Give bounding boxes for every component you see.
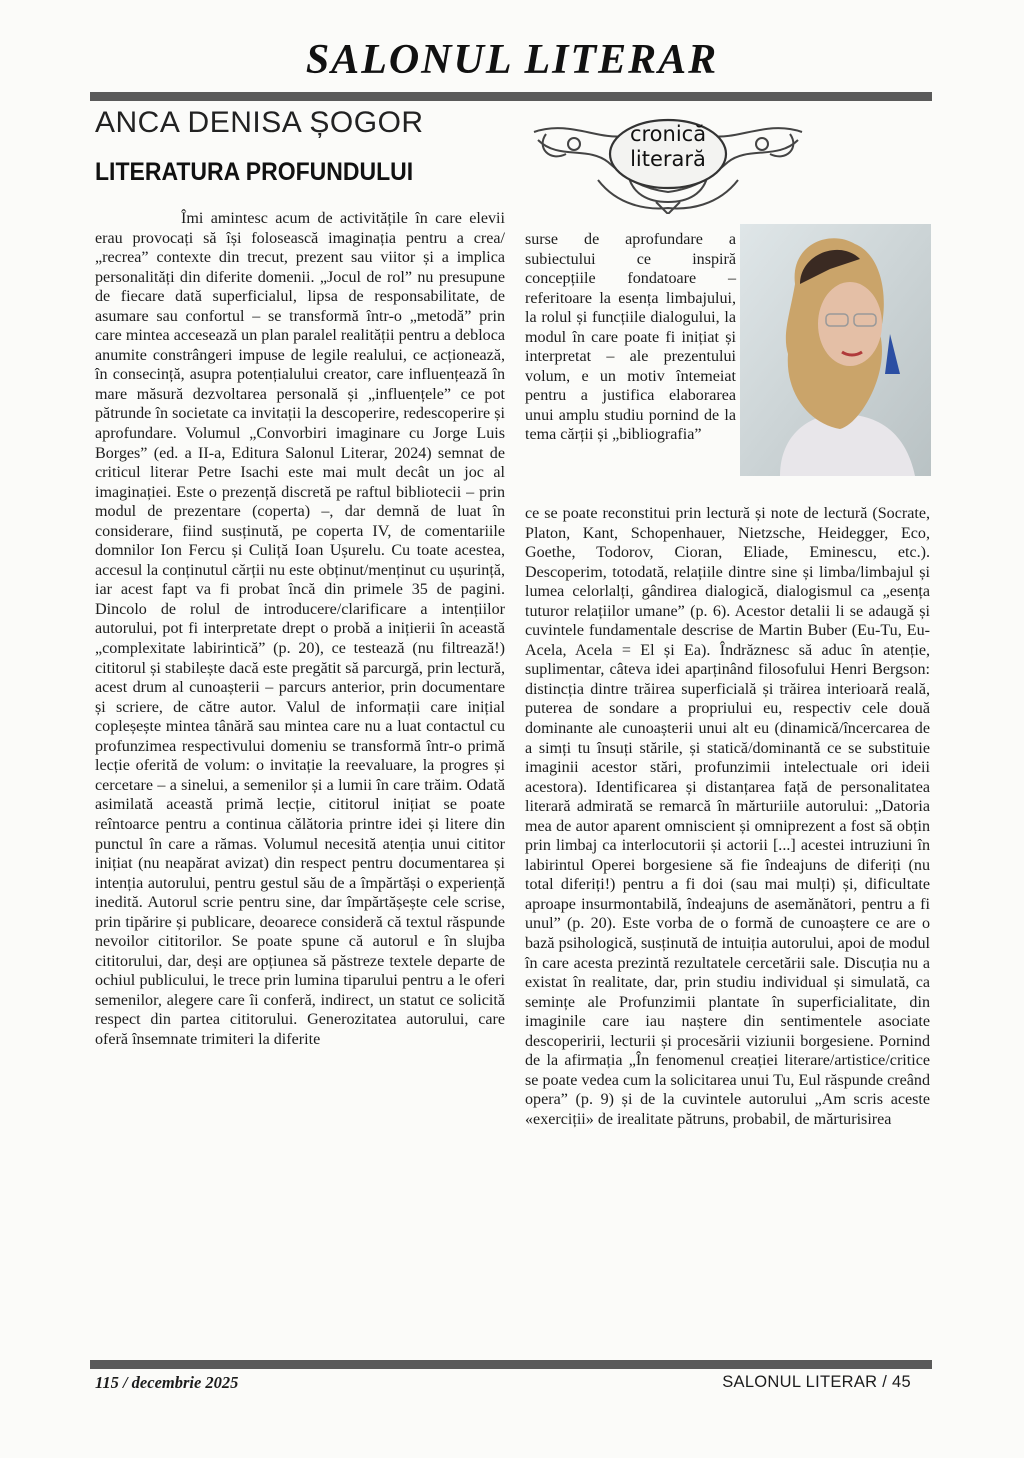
author-photo (740, 224, 931, 476)
masthead-title: SALONUL LITERAR (305, 37, 719, 83)
issue-info: 115 / decembrie 2025 (95, 1373, 239, 1392)
section-badge (528, 122, 808, 172)
page-number: SALONUL LITERAR / 45 (722, 1373, 911, 1391)
article-body-right-column-top (525, 230, 736, 445)
article-paragraph: surse de aprofundare a subiectului ce inspiră concepțiile fondatoare – referitoare la esența limbajului, la rolul și funcțiile dialogului, la modul în care poate fi inițiat și interpretat – ale prezentului volum, e un motiv întemeiat pentru a justifica elaborarea unui amplu studiu pornind de la tema cărții și „bibliografia” (525, 231, 736, 444)
section-badge-line1: cronică (629, 122, 707, 146)
bottom-divider (90, 1360, 932, 1369)
article-paragraph: ce se poate reconstitui prin lectură și note de lectură (Socrate, Platon, Kant, Schopenhauer, Nietzsche, Heidegger, Eco, Goethe, Todorov, Cioran, Eliade, Eminescu, etc.). Descoperim, totodată, relațiile dintre sine și limba/limbajul și lumea celorlalți, gândirea dialogică, dialogismul ca „esența tuturor relațiilor umane” (p. 6). Acestor detalii li se adaugă și cuvintele fundamentale descrise de Martin Buber (Eu-Tu, Eu-Acela, Acela = El și Ea). Îndrăznesc să aduc în atenție, suplimentar, câteva idei aparținând filosofului Henri Bergson: distincția dintre trăirea superficială și trăirea interioară reală, puterea de sondare a propriului eu, respectiv cele două dominante ale cunoașterii unui alt eu (dinamică/încercarea de a simți tu însuți stările, și statică/dominantă ce se substituie imaginii acestor stări, profunzimii intelectuale ori ideii acestora). Identificarea și distanțarea față de personalitatea literară admirată se remarcă în mărturiile autorului: „Datoria mea de autor aparent omniscient și omniprezent a fost să obțin prin limbaj ca interlocutorii și actorii [...] acestei intruziuni în labirintul Operei borgesiene să fie îndeajuns de diferiți (nu total diferiți!) pentru a fi doi (sau mai mulți) și, dificultate aproape insurmontabilă, îndeajuns de asemănători, pentru a fi unul” (p. 20). Este vorba de o formă de cunoaștere ce are o bază psihologică, susținută de intuiția autorului, apoi de modul în care acesta prezintă rezultatele cercetării sale. Discuția nu a existat în realitate, dar, prin studiu individual și simulată, ca semințe ale Profunzimii plantate în superficialitate, din imaginile care iau naștere din sentimentele asociate descoperirii, lecturii și procesării viziunii borgesiene. Pornind de la afirmația „În fenomenul creației literare/artistice/critice se poate vedea cum la solicitarea unui Tu, Eul răspunde creând opera” (p. 9) și de la cuvintele autorului „Am scris aceste «exerciții» de irealitate pătruns, probabil, de mărturisirea (525, 505, 930, 1128)
article-body-right-column (525, 504, 930, 1130)
article-body-left-column (95, 209, 505, 1050)
article-paragraph: Îmi amintesc acum de activitățile în care elevii erau provocați să își folosească imaginația pentru a crea/„recrea” contexte din trecut, prezent sau viitor și a implica personalități din diferite domenii. „Jocul de rol” nu presupune de fiecare dată superficialul, lipsa de responsabilitate, de asumare sau confortul – se transformă într-o „metodă” prin care mintea accesează un plan paralel realității pentru a debloca anumite constrângeri impuse de legile realului, ce acționează, în consecință, asupra potențialului creator, care influențează în mare măsură dezvoltarea personală și „influențele” ce pot pătrunde în societate ca invitații la descoperire, redescoperire și aprofundare. Volumul „Convorbiri imaginare cu Jorge Luis Borges” (ed. a II-a, Editura Salonul Literar, 2024) semnat de criticul literar Petre Isachi este mai mult decât un joc al imaginației. Este o prezență discretă pe raftul bibliotecii – prin modul de prezentare (coperta) –, dar demnă de luat în considerare, fiind susținută, pe coperta IV, de comentariile domnilor Ion Fercu și Culiță Ioan Ușurelu. Cu toate acestea, accesul la conținutul cărții nu este obținut/menținut cu ușurință, iar acest fapt va fi probat încă din primele 35 de pagini. Dincolo de rolul de introducere/clarificare a intențiilor autorului, pot fi interpretate drept o probă a inițierii în această „complexitate labirintică” (p. 20), ce testează (nu filtrează!) cititorul și stabilește dacă este pregătit să parcurgă, prin lectură, acest drum al cunoașterii – parcurs anterior, prin documentare și scriere, de către autor. Valul de informații care inițial copleșește mintea tânără sau mintea care nu a luat contactul cu profunzimea respectivului domeniu se transformă într-o primă lecție oferită de volum: o invitație la reevaluare, la progres și cercetare – a sinelui, a semenilor și a lumii în care trăim. Odată asimilată această primă lecție, cititorul inițiat se poate reîntoarce pentru a continua călătoria printre idei și litere din punctul în care a rămas. Volumul necesită atenția unui cititor inițiat (nu neapărat avizat) din respect pentru documentarea și intenția autorului, pentru gestul său de a împărtăși o experiență inedită. Autorul scrie pentru sine, dar împărtășește cele scrise, prin tipărire și publicare, deoarece consideră că textul răspunde nevoilor cititorilor. Se poate spune că autorul e în slujba cititorului, dar, deși are opțiunea să păstreze textele departe de ochiul publicului, le trece prin lumina tiparului pentru a le oferi semenilor, alegere care îi conferă, indirect, un statut ce solicită respect din partea cititorului. Generozitatea autorului, care oferă însemnate trimiteri la diferite (95, 210, 505, 1048)
article-title: LITERATURA PROFUNDULUI (95, 158, 414, 186)
author-name: ANCA DENISA ȘOGOR (95, 106, 424, 139)
top-divider (90, 92, 932, 101)
section-badge-line2: literară (630, 147, 706, 171)
